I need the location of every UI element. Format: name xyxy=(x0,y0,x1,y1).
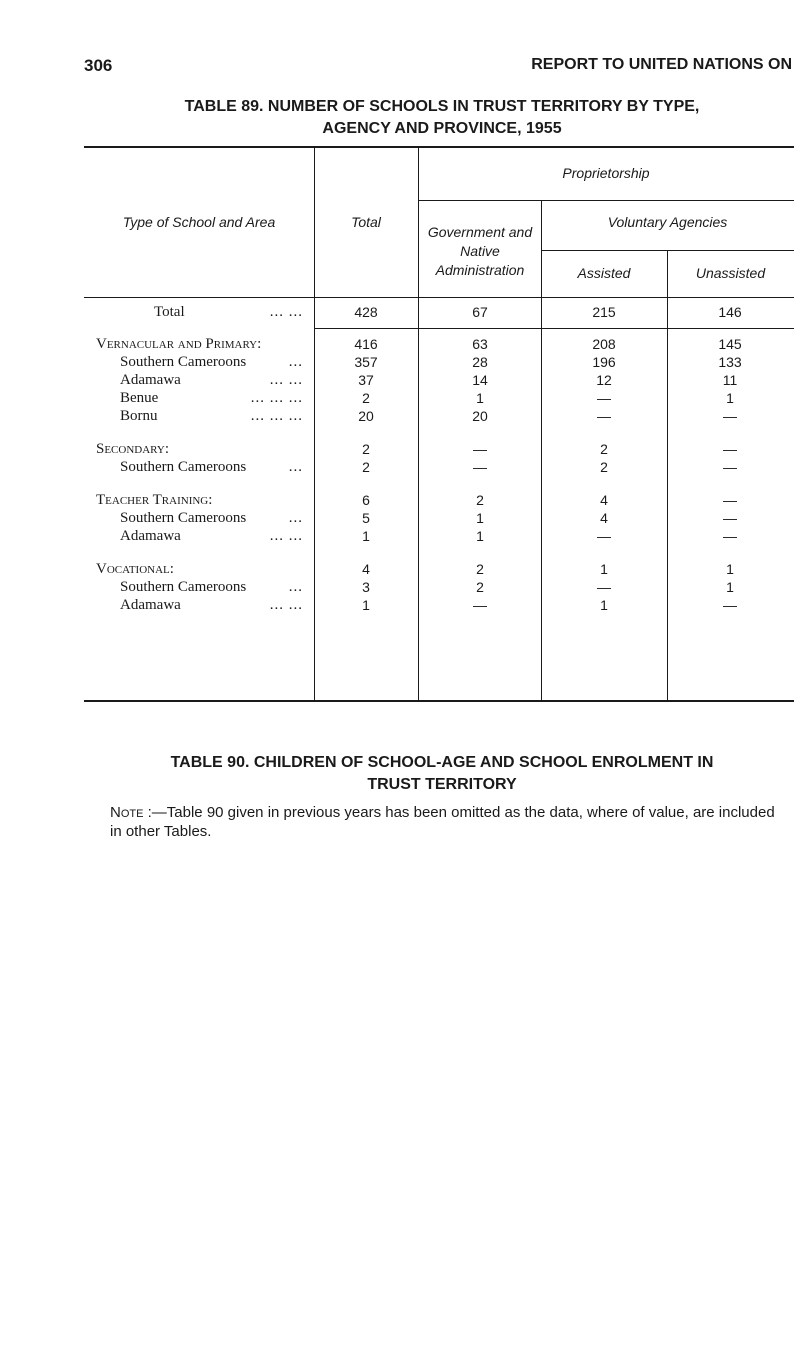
leader-dots: ... ... xyxy=(269,597,303,613)
cell-total: 20 xyxy=(358,408,374,424)
cell-total: 3 xyxy=(362,579,370,595)
cell-unassisted: — xyxy=(723,492,737,508)
cell-total: 2 xyxy=(362,459,370,475)
note-label: Note xyxy=(110,804,144,821)
cell-gov: 1 xyxy=(476,510,484,526)
table-90-title-line1: TABLE 90. CHILDREN OF SCHOOL-AGE AND SCHOOL ENROLMENT IN xyxy=(170,754,714,771)
cell-total: 1 xyxy=(362,528,370,544)
cell-assisted: 1 xyxy=(600,597,608,613)
cell-assisted: — xyxy=(597,579,611,595)
total-row-rule xyxy=(314,328,794,329)
header-bottom-rule xyxy=(84,297,794,298)
cell-unassisted: — xyxy=(723,597,737,613)
cell-gov: 1 xyxy=(476,528,484,544)
cell-gov: 20 xyxy=(472,408,488,424)
row-label: Teacher Training: xyxy=(96,492,213,508)
row-label: Southern Cameroons xyxy=(120,354,247,370)
proprietorship-rule xyxy=(418,200,794,201)
table-row xyxy=(0,577,800,597)
cell-unassisted: 1 xyxy=(726,579,734,595)
cell-unassisted: 1 xyxy=(726,561,734,577)
cell-gov: 2 xyxy=(476,579,484,595)
header-assisted: Assisted xyxy=(577,265,631,281)
table-row xyxy=(0,457,800,477)
cell-assisted: — xyxy=(597,408,611,424)
table-90-title-line2: TRUST TERRITORY xyxy=(367,776,517,793)
cell-assisted: 2 xyxy=(600,441,608,457)
table-top-rule xyxy=(84,146,794,148)
cell-gov: 2 xyxy=(476,561,484,577)
table-row xyxy=(0,406,800,426)
row-label: Benue xyxy=(120,390,159,406)
cell-unassisted: 145 xyxy=(718,336,742,352)
table-row xyxy=(0,526,800,546)
leader-dots: ... ... ... xyxy=(250,390,303,406)
leader-dots: ... ... xyxy=(269,304,303,320)
cell-assisted: 215 xyxy=(592,304,616,320)
leader-dots: ... ... xyxy=(269,528,303,544)
leader-dots: ... xyxy=(288,579,303,595)
table-row xyxy=(0,388,800,408)
cell-assisted: — xyxy=(597,528,611,544)
cell-assisted: 1 xyxy=(600,561,608,577)
cell-gov: — xyxy=(473,441,487,457)
table-row xyxy=(0,490,800,510)
header-voluntary-agencies: Voluntary Agencies xyxy=(607,214,728,230)
cell-unassisted: 133 xyxy=(718,354,742,370)
cell-assisted: — xyxy=(597,390,611,406)
cell-total: 2 xyxy=(362,390,370,406)
table-90-title xyxy=(84,752,800,796)
cell-unassisted: — xyxy=(723,528,737,544)
table-row xyxy=(0,559,800,579)
cell-gov: 14 xyxy=(472,372,488,388)
cell-unassisted: 11 xyxy=(722,372,738,388)
cell-assisted: 196 xyxy=(592,354,616,370)
cell-gov: 1 xyxy=(476,390,484,406)
leader-dots: ... xyxy=(288,510,303,526)
cell-total: 4 xyxy=(362,561,370,577)
header-unassisted: Unassisted xyxy=(695,265,766,281)
cell-gov: 2 xyxy=(476,492,484,508)
page-number: 306 xyxy=(84,56,113,75)
cell-total: 1 xyxy=(362,597,370,613)
row-label: Vocational: xyxy=(96,561,174,577)
cell-assisted: 2 xyxy=(600,459,608,475)
table-bottom-rule xyxy=(84,700,794,702)
cell-unassisted: 146 xyxy=(718,304,742,320)
header-type-of-school: Type of School and Area xyxy=(122,214,276,230)
row-label: Total xyxy=(154,304,185,320)
table-row xyxy=(0,508,800,528)
cell-unassisted: — xyxy=(723,510,737,526)
cell-assisted: 4 xyxy=(600,492,608,508)
row-label: Vernacular and Primary: xyxy=(96,336,262,352)
row-label: Adamawa xyxy=(120,372,181,388)
cell-total: 5 xyxy=(362,510,370,526)
cell-total: 357 xyxy=(354,354,378,370)
table-row xyxy=(0,370,800,390)
cell-total: 6 xyxy=(362,492,370,508)
table-row xyxy=(0,302,800,322)
voluntary-rule xyxy=(541,250,794,251)
header-government: Government and Native Administration xyxy=(427,224,533,278)
running-title: REPORT TO UNITED NATIONS ON xyxy=(531,56,792,73)
row-label: Adamawa xyxy=(120,597,181,613)
cell-assisted: 12 xyxy=(596,372,612,388)
row-label: Bornu xyxy=(120,408,158,424)
cell-gov: — xyxy=(473,459,487,475)
table-row xyxy=(0,595,800,615)
header-proprietorship: Proprietorship xyxy=(562,165,650,181)
row-label: Adamawa xyxy=(120,528,181,544)
row-label: Secondary: xyxy=(96,441,170,457)
table-89-title xyxy=(84,96,800,140)
cell-gov: 67 xyxy=(472,304,488,320)
table-row xyxy=(0,439,800,459)
table-row xyxy=(0,352,800,372)
cell-assisted: 4 xyxy=(600,510,608,526)
row-label: Southern Cameroons xyxy=(120,579,247,595)
cell-assisted: 208 xyxy=(592,336,616,352)
cell-unassisted: — xyxy=(723,459,737,475)
cell-unassisted: — xyxy=(723,441,737,457)
cell-total: 2 xyxy=(362,441,370,457)
table-89-title-line2: AGENCY AND PROVINCE, 1955 xyxy=(322,120,562,137)
table-90-note xyxy=(110,803,790,841)
leader-dots: ... xyxy=(288,354,303,370)
note-text: :—Table 90 given in previous years has been omitted as the data, where of value, are included in other Tables. xyxy=(110,804,775,840)
cell-gov: 63 xyxy=(472,336,488,352)
cell-unassisted: 1 xyxy=(726,390,734,406)
leader-dots: ... ... ... xyxy=(250,408,303,424)
cell-total: 416 xyxy=(354,336,378,352)
row-label: Southern Cameroons xyxy=(120,459,247,475)
cell-total: 428 xyxy=(354,304,378,320)
table-89-title-line1: TABLE 89. NUMBER OF SCHOOLS IN TRUST TERRITORY BY TYPE, xyxy=(184,98,700,115)
cell-gov: 28 xyxy=(472,354,488,370)
cell-total: 37 xyxy=(358,372,374,388)
header-total: Total xyxy=(351,214,381,230)
table-row xyxy=(0,334,800,354)
cell-unassisted: — xyxy=(723,408,737,424)
leader-dots: ... xyxy=(288,459,303,475)
row-label: Southern Cameroons xyxy=(120,510,247,526)
cell-gov: — xyxy=(473,597,487,613)
leader-dots: ... ... xyxy=(269,372,303,388)
